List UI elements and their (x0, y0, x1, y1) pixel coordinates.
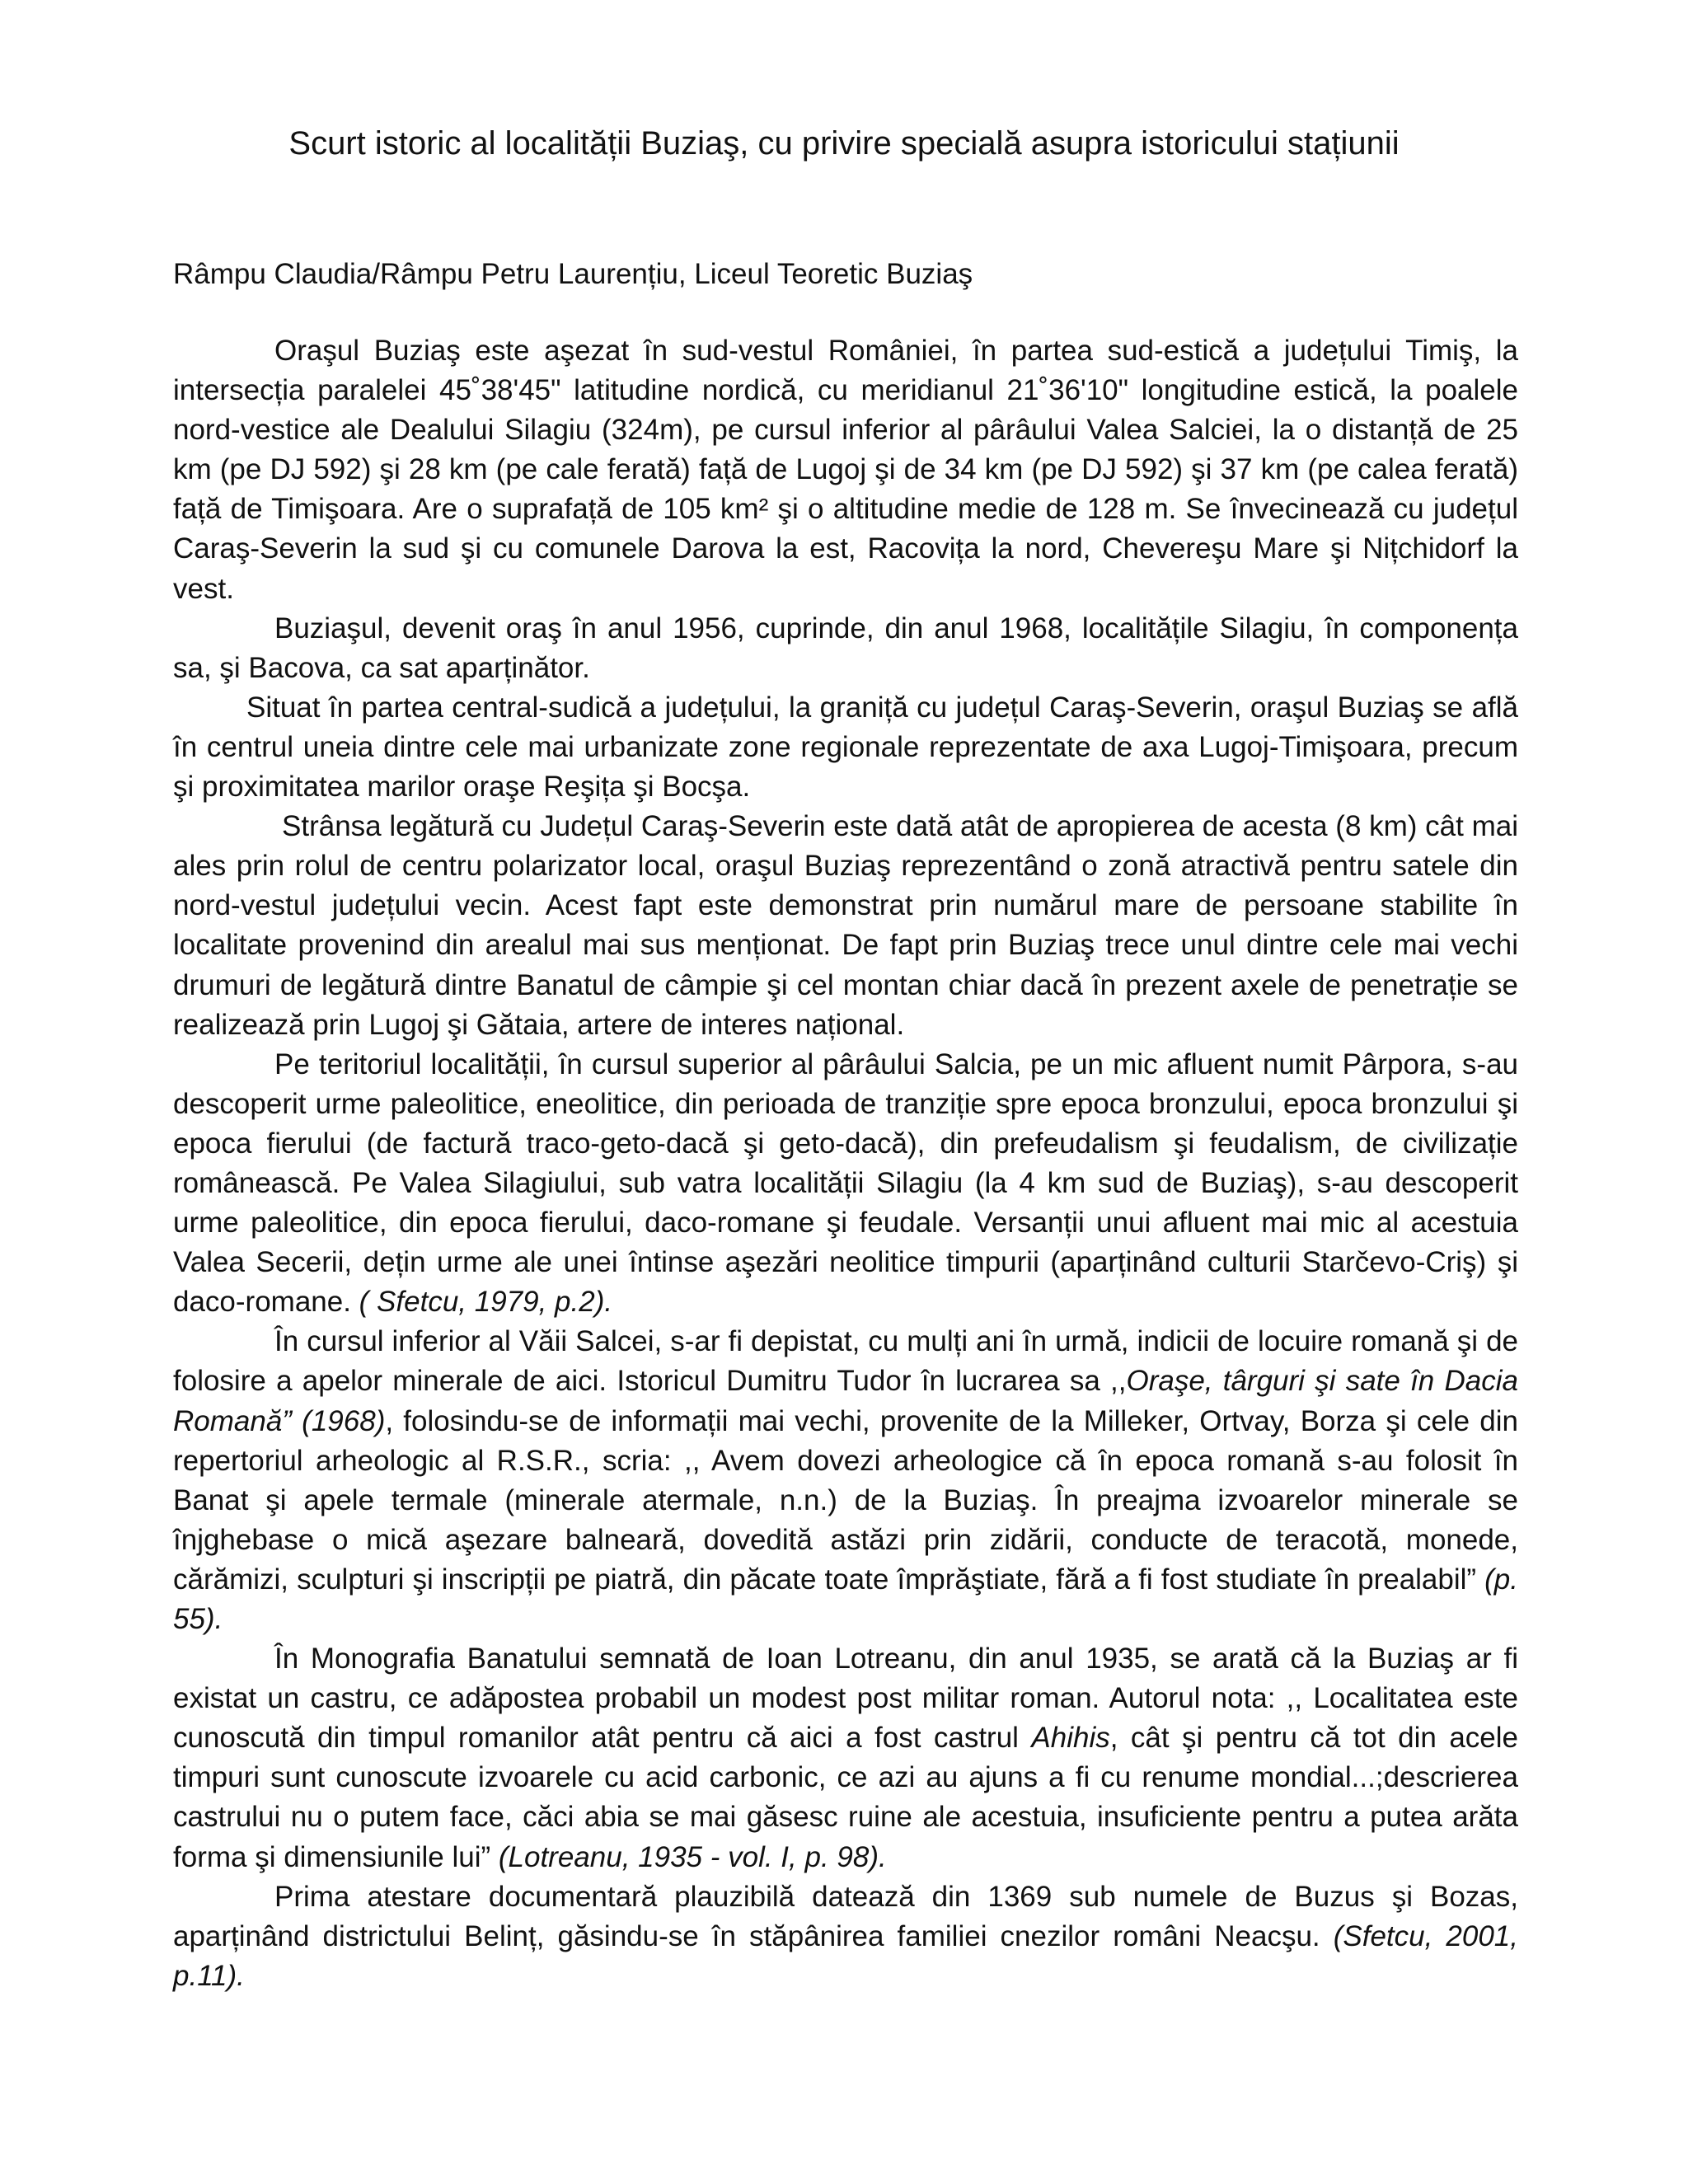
paragraph-first-attestation (173, 1877, 1518, 1996)
paragraph-roman-settlement (173, 1322, 1518, 1639)
paragraph-monograph (173, 1639, 1518, 1877)
paragraph-text: În cursul inferior al Văii Salcei, s-ar fi depistat, cu mulți ani în urmă, indicii de locuire romană şi de folosire a apelor minerale de aici. Istoricul Dumitru Tudor în lucrarea sa ,, (173, 1325, 1518, 1398)
paragraph-location (173, 331, 1518, 609)
document-title: Scurt istoric al localității Buziaş, cu privire specială asupra istoricului stațiunii (288, 125, 1400, 162)
paragraph-text: Strânsa legătură cu Județul Caraş-Severin este dată atât de apropierea de acesta (8 km) cât mai ales prin rolul de centru polarizator local, oraşul Buziaş reprezentând o zonă atractivă pentru satele din nord-vestul județului vecin. Acest fapt este demonstrat prin numărul mare de persoane stabilite în localitate provenind din arealul mai sus menționat. De fapt prin Buziaş trece unul dintre cele mai vechi drumuri de legătură dintre Banatul de câmpie şi cel montan chiar dacă în prezent axele de penetrație se realizează prin Lugoj şi Gătaia, artere de interes național. (173, 810, 1518, 1041)
document-body (173, 331, 1518, 1996)
citation: (Lotreanu, 1935 - vol. I, p. 98). (498, 1840, 887, 1873)
paragraph-position (173, 688, 1518, 807)
paragraph-text: Oraşul Buziaş este aşezat în sud-vestul României, în partea sud-estică a județului Timiş, la intersecția paralelei 45˚38'45" latitudine nordică, cu meridianul 21˚36'10" longitudine estică, la poalele nord-vestice ale Dealului Silagiu (324m), pe cursul inferior al pârâului Valea Salciei, la o distanță de 25 km (pe DJ 592) şi 28 km (pe cale ferată) față de Lugoj şi de 34 km (pe DJ 592) şi 37 km (pe calea ferată) față de Timişoara. Are o suprafață de 105 km² şi o altitudine medie de 128 m. Se învecinează cu județul Caraş-Severin la sud şi cu comunele Darova la est, Racovița la nord, Chevereşu Mare şi Nițchidorf la vest. (173, 335, 1518, 605)
paragraph-text: , folosindu-se de informații mai vechi, provenite de la Milleker, Ortvay, Borza şi cele din repertoriul arheologic al R.S.R., scria: ,, Avem dovezi arheologice că în epoca romană s-au folosit în Banat şi apele termale (minerale atermale, n.n.) de la Buziaş. În preajma izvoarelor minerale se înjghebase o mică aşezare balneară, dovedită astăzi prin zidării, conducte de teracotă, monede, cărămizi, sculpturi şi inscripții pe piatră, din păcate toate împrăştiate, fără a fi fost studiate în prealabil” (173, 1404, 1518, 1596)
paragraph-archaeology (173, 1045, 1518, 1323)
paragraph-text: Buziaşul, devenit oraş în anul 1956, cuprinde, din anul 1968, localitățile Silagiu, în componența sa, şi Bacova, ca sat aparținător. (173, 612, 1518, 684)
paragraph-text: Prima atestare documentară plauzibilă datează din 1369 sub numele de Buzus şi Bozas, aparținând districtului Belinț, găsindu-se în stăpânirea familiei cnezilor români Neacşu. (173, 1880, 1518, 1952)
castrum-name: Ahihis (1031, 1722, 1110, 1755)
citation: (Sfetcu, 2001, p.11). (173, 1919, 1518, 1992)
paragraph-text: Situat în partea central-sudică a județului, la graniță cu județul Caraş-Severin, oraşul Buziaş se află în centrul uneia dintre cele mai urbanizate zone regionale reprezentate de axa Lugoj-Timişoara, precum şi proximitatea marilor oraşe Reşița şi Bocşa. (173, 691, 1518, 804)
book-title: Oraşe, târguri şi sate în Dacia Romană” (1968) (173, 1365, 1518, 1437)
paragraph-town-status (173, 609, 1518, 688)
paragraph-text: , cât şi pentru că tot din acele timpuri sunt cunoscute izvoarele cu acid carbonic, ce azi au ajuns a fi cu renume mondial...;descrierea castrului nu o putem face, căci abia se mai găsesc ruine ale acestuia, insuficiente pentru a putea arăta forma şi dimensiunile lui” (173, 1722, 1518, 1873)
paragraph-caras-severin-link (173, 807, 1518, 1045)
paragraph-text: Pe teritoriul localității, în cursul superior al pârâului Salcia, pe un mic afluent numit Pârpora, s-au descoperit urme paleolitice, eneolitice, din perioada de tranziție spre epoca bronzului, epoca bronzului şi epoca fierului (de factură traco-geto-dacă şi geto-dacă), din prefeudalism şi feudalism, de civilizație românească. Pe Valea Silagiului, sub vatra localității Silagiu (la 4 km sud de Buziaş), s-au descoperit urme paleolitice, din epoca fierului, daco-romane şi feudale. Versanții unui afluent mai mic al acestuia Valea Secerii, dețin urme ale unei întinse aşezări neolitice timpurii (aparținând culturii Starčevo-Criş) şi daco-romane. (173, 1047, 1518, 1319)
citation: ( Sfetcu, 1979, p.2). (350, 1286, 613, 1319)
authors-line: Râmpu Claudia/Râmpu Petru Laurențiu, Liceul Teoretic Buziaş (173, 258, 973, 290)
citation: (p. 55). (173, 1563, 1518, 1635)
paragraph-text: În Monografia Banatului semnată de Ioan Lotreanu, din anul 1935, se arată că la Buziaş ar fi existat un castru, ce adăpostea probabil un modest post militar roman. Autorul nota: ,, Localitatea este cunoscută din timpul romanilor atât pentru că aici a fost castrul (173, 1643, 1518, 1755)
